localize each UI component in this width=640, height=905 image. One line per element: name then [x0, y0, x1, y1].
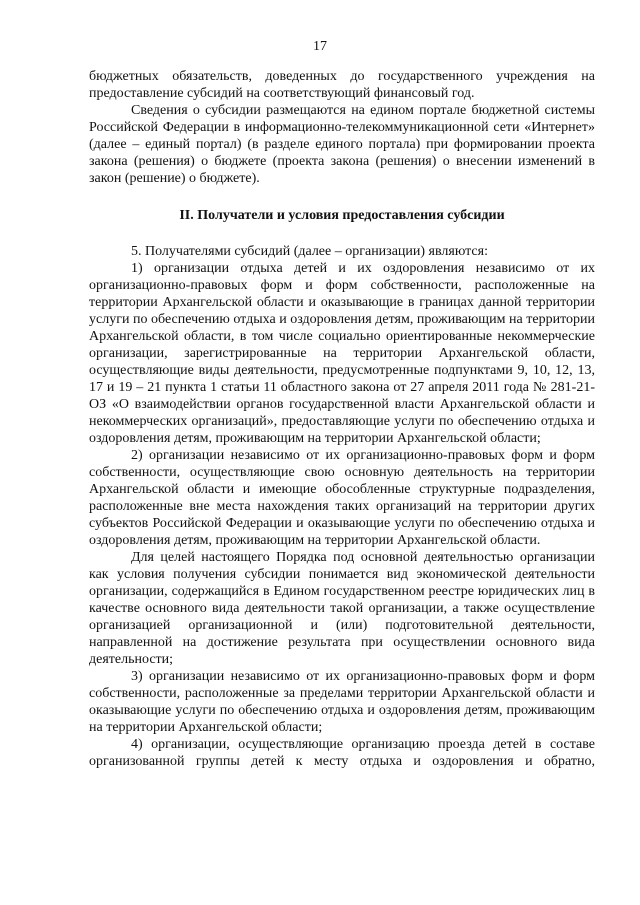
document-body — [89, 68, 595, 770]
section-heading: II. Получатели и условия предоставления субсидии — [179, 208, 505, 223]
paragraph-recipients-intro: 5. Получателями субсидий (далее – организации) являются: — [131, 244, 488, 259]
paragraph-item-2: 2) организации независимо от их организационно-правовых форм и форм собственности, осуществляющие свою основную деятельность на территории Архангельской области и имеющие обособленные структурные подразделения, расположенные вне места нахождения таких организаций на территории других субъектов Российской Федерации и оказывающие услуги по обеспечению отдыха и оздоровления детям, проживающим на территории Архангельской области. — [89, 448, 595, 548]
paragraph-definition: Для целей настоящего Порядка под основной деятельностью организации как условия получения субсидии понимается вид экономической деятельности организации, содержащийся в Едином государственном реестре юридических лиц в качестве основного вида деятельности такой организации, а также осуществление организацией организационной и (или) подготовительной деятельности, направленной на достижение результата при осуществлении основного вида деятельности; — [89, 550, 595, 667]
paragraph-portal-info: Сведения о субсидии размещаются на едином портале бюджетной системы Российской Федерации в информационно-телекоммуникационной сети «Интернет» (далее – единый портал) (в разделе единого портала) при формировании проекта закона (решения) о бюджете (проекта закона (решения) о внесении изменений в закон (решение) о бюджете). — [89, 103, 595, 186]
page-number: 17 — [313, 39, 327, 54]
paragraph-item-4: 4) организации, осуществляющие организацию проезда детей в составе организованной группы детей к месту отдыха и оздоровления и обратно, — [89, 737, 595, 769]
paragraph-item-1: 1) организации отдыха детей и их оздоровления независимо от их организационно-правовых форм и форм собственности, расположенные на территории Архангельской области и оказывающие в границах данной территории услуги по обеспечению отдыха и оздоровления детям, проживающим на территории Архангельской области, в том числе социально ориентированные некоммерческие организации, зарегистрированные на территории Архангельской области, осуществляющие виды деятельности, предусмотренные подпунктами 9, 10, 12, 13, 17 и 19 – 21 пункта 1 статьи 11 областного закона от 27 апреля 2011 года № 281-21-ОЗ «О взаимодействии органов государственной власти Архангельской области и некоммерческих организаций», предоставляющие услуги по обеспечению отдыха и оздоровления детям, проживающим на территории Архангельской области; — [89, 261, 595, 446]
paragraph-item-3: 3) организации независимо от их организационно-правовых форм и форм собственности, расположенные за пределами территории Архангельской области и оказывающие услуги по обеспечению отдыха и оздоровления детям, проживающим на территории Архангельской области; — [89, 669, 595, 735]
paragraph-continuation: бюджетных обязательств, доведенных до государственного учреждения на предоставление субсидий на соответствующий финансовый год. — [89, 69, 595, 101]
